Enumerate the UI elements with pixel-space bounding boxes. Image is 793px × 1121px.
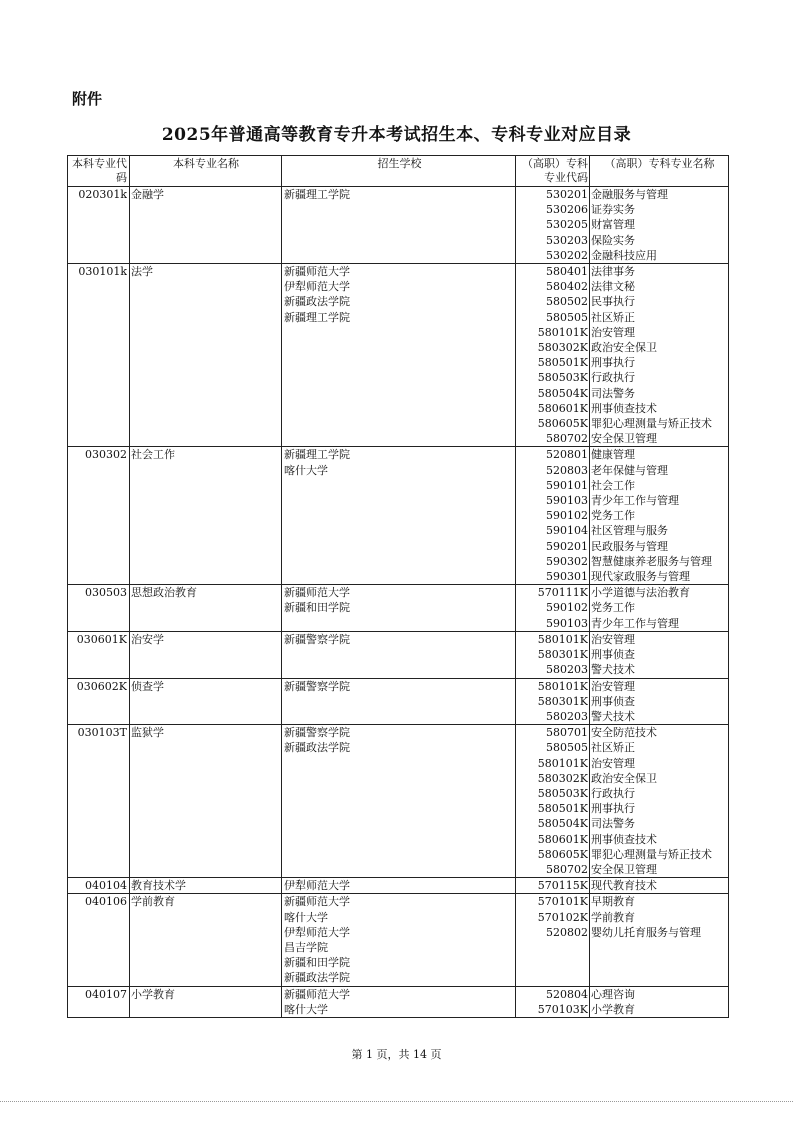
- school-cell: [282, 878, 516, 894]
- undergrad-code: 030503: [85, 586, 127, 600]
- vocational-name: 行政执行: [591, 371, 635, 385]
- vocational-name: 早期教育: [591, 895, 635, 909]
- undergrad-code-cell: [68, 894, 130, 986]
- page-title: 2025年普通高等教育专升本考试招生本、专科专业对应目录: [161, 125, 632, 145]
- undergrad-code-cell: [68, 678, 130, 725]
- vocational-code: 580401: [546, 265, 588, 279]
- vocational-code: 590201: [546, 539, 588, 553]
- vocational-name: 政治安全保卫: [591, 341, 657, 355]
- vocational-name: 刑事执行: [591, 802, 635, 816]
- undergrad-name: 社会工作: [131, 448, 175, 462]
- school-name: 新疆警察学院: [284, 726, 350, 740]
- vocational-code-cell: [516, 264, 590, 447]
- school-cell: [282, 447, 516, 585]
- school-name: 新疆警察学院: [284, 679, 350, 693]
- vocational-name-cell: [590, 264, 729, 447]
- undergrad-name-cell: [130, 447, 282, 585]
- vocational-code: 590104: [546, 524, 588, 538]
- vocational-code-cell: [516, 725, 590, 878]
- school-name: 伊犁师范大学: [284, 925, 350, 939]
- vocational-name: 治安管理: [591, 756, 635, 770]
- undergrad-name-cell: [130, 678, 282, 725]
- vocational-name: 现代教育技术: [591, 879, 657, 893]
- vocational-code: 570102K: [537, 910, 588, 924]
- school-name: 新疆理工学院: [284, 448, 350, 462]
- vocational-code-cell: [516, 585, 590, 632]
- vocational-code: 590103: [546, 616, 588, 630]
- vocational-code: 580402: [546, 280, 588, 294]
- school-name: 伊犁师范大学: [284, 280, 350, 294]
- school-cell: [282, 725, 516, 878]
- vocational-name: 金融服务与管理: [591, 188, 668, 201]
- vocational-code: 570101K: [537, 895, 588, 909]
- vocational-code: 580702: [546, 432, 588, 446]
- undergrad-code: 030103T: [77, 726, 127, 740]
- vocational-name-cell: [590, 585, 729, 632]
- school-name: 新疆师范大学: [284, 586, 350, 600]
- school-name: 新疆政法学院: [284, 295, 350, 309]
- vocational-name: 社区矫正: [591, 741, 635, 755]
- vocational-code: 580301K: [537, 694, 588, 708]
- undergrad-name: 教育技术学: [131, 879, 186, 893]
- school-name: 喀什大学: [284, 910, 328, 924]
- undergrad-code: 030602K: [76, 679, 127, 693]
- vocational-name: 治安管理: [591, 632, 635, 646]
- table-row: [68, 986, 729, 1017]
- vocational-name-cell: [590, 447, 729, 585]
- vocational-name: 智慧健康养老服务与管理: [591, 554, 712, 568]
- table-header-row: [68, 156, 729, 187]
- undergrad-name-cell: [130, 585, 282, 632]
- vocational-name: 警犬技术: [591, 663, 635, 677]
- vocational-name: 治安管理: [591, 325, 635, 339]
- school-cell: [282, 678, 516, 725]
- vocational-code: 580502: [546, 295, 588, 309]
- undergrad-name-cell: [130, 878, 282, 894]
- vocational-code: 580203: [546, 709, 588, 723]
- vocational-code: 580501K: [537, 356, 588, 370]
- table-row: [68, 725, 729, 878]
- vocational-name: 法律文秘: [591, 280, 635, 294]
- vocational-code: 580505: [546, 310, 588, 324]
- attachment-label: 附件: [72, 90, 103, 108]
- undergrad-name: 治安学: [131, 632, 164, 646]
- school-name: 新疆政法学院: [284, 971, 350, 985]
- vocational-code: 580301K: [537, 648, 588, 662]
- undergrad-name: 小学教育: [131, 987, 175, 1001]
- table-row: [68, 585, 729, 632]
- major-correspondence-table: [67, 155, 729, 1018]
- school-name: 新疆和田学院: [284, 956, 350, 970]
- vocational-code: 580101K: [537, 679, 588, 693]
- vocational-code: 580302K: [537, 771, 588, 785]
- vocational-name-cell: [590, 725, 729, 878]
- undergrad-name-cell: [130, 187, 282, 264]
- vocational-code: 580601K: [537, 401, 588, 415]
- school-cell: [282, 894, 516, 986]
- undergrad-name: 法学: [131, 265, 153, 279]
- vocational-name: 社区矫正: [591, 310, 635, 324]
- vocational-name: 老年保健与管理: [591, 463, 668, 477]
- table-row: [68, 678, 729, 725]
- page-footer: 第 1 页，共 14 页: [351, 1048, 442, 1061]
- vocational-code: 580701: [546, 726, 588, 740]
- undergrad-name: 金融学: [131, 188, 164, 201]
- vocational-code: 530201: [546, 188, 588, 201]
- vocational-name-cell: [590, 187, 729, 264]
- undergrad-code: 020301k: [78, 188, 127, 201]
- vocational-code: 590101: [546, 478, 588, 492]
- vocational-code: 530202: [546, 248, 588, 262]
- vocational-code: 580101K: [537, 632, 588, 646]
- vocational-code: 520803: [546, 463, 588, 477]
- school-name: 新疆警察学院: [284, 632, 350, 646]
- school-cell: [282, 585, 516, 632]
- vocational-code: 530205: [546, 218, 588, 232]
- vocational-name: 社区管理与服务: [591, 524, 668, 538]
- vocational-name: 学前教育: [591, 910, 635, 924]
- table-row: [68, 447, 729, 585]
- scan-edge-line: [0, 1101, 793, 1102]
- vocational-name: 安全保卫管理: [591, 432, 657, 446]
- school-name: 昌吉学院: [284, 940, 328, 954]
- table-row: [68, 894, 729, 986]
- vocational-name: 民政服务与管理: [591, 539, 668, 553]
- vocational-code: 530203: [546, 233, 588, 247]
- undergrad-code: 040107: [85, 987, 127, 1001]
- school-name: 喀什大学: [284, 463, 328, 477]
- header-vocational-code: （高职）专科专业代码: [516, 156, 590, 187]
- undergrad-name: 侦查学: [131, 679, 164, 693]
- vocational-code-cell: [516, 986, 590, 1017]
- vocational-name-cell: [590, 678, 729, 725]
- vocational-name: 罪犯心理测量与矫正技术: [591, 417, 712, 431]
- header-school: 招生学校: [282, 156, 516, 187]
- school-name: 新疆师范大学: [284, 895, 350, 909]
- vocational-name: 心理咨询: [591, 987, 635, 1001]
- vocational-name: 青少年工作与管理: [591, 616, 679, 630]
- undergrad-code-cell: [68, 264, 130, 447]
- vocational-name: 安全保卫管理: [591, 862, 657, 876]
- vocational-code: 570115K: [537, 879, 588, 893]
- school-name: 新疆和田学院: [284, 601, 350, 615]
- undergrad-name: 监狱学: [131, 726, 164, 740]
- table-row: [68, 187, 729, 264]
- vocational-name: 社会工作: [591, 478, 635, 492]
- vocational-name: 小学道德与法治教育: [591, 586, 690, 600]
- vocational-name: 政治安全保卫: [591, 771, 657, 785]
- vocational-code: 580605K: [537, 417, 588, 431]
- vocational-name: 安全防范技术: [591, 726, 657, 740]
- table-body: [68, 187, 729, 1018]
- vocational-code: 520802: [546, 925, 588, 939]
- school-cell: [282, 986, 516, 1017]
- school-cell: [282, 187, 516, 264]
- vocational-code: 580501K: [537, 802, 588, 816]
- header-vocational-name: （高职）专科专业名称: [590, 156, 729, 187]
- vocational-name: 保险实务: [591, 233, 635, 247]
- vocational-name: 行政执行: [591, 786, 635, 800]
- undergrad-code-cell: [68, 585, 130, 632]
- vocational-code: 580504K: [537, 817, 588, 831]
- undergrad-name-cell: [130, 725, 282, 878]
- vocational-name: 党务工作: [591, 509, 635, 523]
- undergrad-name: 思想政治教育: [131, 586, 197, 600]
- school-name: 新疆政法学院: [284, 741, 350, 755]
- vocational-code: 580601K: [537, 832, 588, 846]
- vocational-code-cell: [516, 678, 590, 725]
- school-cell: [282, 264, 516, 447]
- vocational-name: 刑事侦查: [591, 694, 635, 708]
- header-undergrad-code: 本科专业代码: [68, 156, 130, 187]
- header-undergrad-name: 本科专业名称: [130, 156, 282, 187]
- undergrad-code: 040104: [85, 879, 127, 893]
- table-row: [68, 631, 729, 678]
- vocational-code-cell: [516, 631, 590, 678]
- vocational-code: 520804: [546, 987, 588, 1001]
- vocational-name: 民事执行: [591, 295, 635, 309]
- vocational-name: 现代家政服务与管理: [591, 570, 690, 584]
- undergrad-code: 030601K: [76, 632, 127, 646]
- undergrad-name-cell: [130, 264, 282, 447]
- vocational-code: 520801: [546, 448, 588, 462]
- vocational-code: 570103K: [537, 1002, 588, 1016]
- vocational-code: 590102: [546, 509, 588, 523]
- vocational-code: 570111K: [537, 586, 588, 600]
- table-row: [68, 264, 729, 447]
- vocational-name: 健康管理: [591, 448, 635, 462]
- vocational-code: 580302K: [537, 341, 588, 355]
- vocational-name-cell: [590, 894, 729, 986]
- vocational-name: 司法警务: [591, 817, 635, 831]
- school-name: 伊犁师范大学: [284, 879, 350, 893]
- vocational-name: 罪犯心理测量与矫正技术: [591, 847, 712, 861]
- vocational-name: 警犬技术: [591, 709, 635, 723]
- vocational-code: 590103: [546, 494, 588, 508]
- vocational-name: 刑事执行: [591, 356, 635, 370]
- vocational-name: 刑事侦查: [591, 648, 635, 662]
- undergrad-name: 学前教育: [131, 895, 175, 909]
- vocational-code-cell: [516, 878, 590, 894]
- school-name: 喀什大学: [284, 1002, 328, 1016]
- undergrad-code: 030302: [85, 448, 127, 462]
- undergrad-code-cell: [68, 187, 130, 264]
- vocational-name: 证券实务: [591, 203, 635, 217]
- vocational-name: 刑事侦查技术: [591, 401, 657, 415]
- vocational-code: 580505: [546, 741, 588, 755]
- vocational-code-cell: [516, 447, 590, 585]
- vocational-code: 580101K: [537, 756, 588, 770]
- undergrad-code: 030101k: [78, 265, 127, 279]
- vocational-code-cell: [516, 187, 590, 264]
- vocational-name: 党务工作: [591, 601, 635, 615]
- undergrad-code-cell: [68, 878, 130, 894]
- vocational-name-cell: [590, 986, 729, 1017]
- vocational-name: 小学教育: [591, 1002, 635, 1016]
- vocational-name: 婴幼儿托育服务与管理: [591, 925, 701, 939]
- vocational-code: 590301: [546, 570, 588, 584]
- school-name: 新疆师范大学: [284, 987, 350, 1001]
- vocational-code: 580702: [546, 862, 588, 876]
- school-name: 新疆理工学院: [284, 310, 350, 324]
- vocational-name-cell: [590, 878, 729, 894]
- vocational-code: 580504K: [537, 386, 588, 400]
- undergrad-code: 040106: [85, 895, 127, 909]
- vocational-code: 580503K: [537, 371, 588, 385]
- undergrad-name-cell: [130, 986, 282, 1017]
- undergrad-name-cell: [130, 631, 282, 678]
- vocational-name: 刑事侦查技术: [591, 832, 657, 846]
- undergrad-code-cell: [68, 631, 130, 678]
- vocational-code: 580203: [546, 663, 588, 677]
- school-name: 新疆师范大学: [284, 265, 350, 279]
- school-cell: [282, 631, 516, 678]
- table-row: [68, 878, 729, 894]
- undergrad-name-cell: [130, 894, 282, 986]
- vocational-name: 治安管理: [591, 679, 635, 693]
- vocational-name: 法律事务: [591, 265, 635, 279]
- vocational-code: 530206: [546, 203, 588, 217]
- vocational-name: 司法警务: [591, 386, 635, 400]
- vocational-code: 580605K: [537, 847, 588, 861]
- vocational-name: 青少年工作与管理: [591, 494, 679, 508]
- vocational-code-cell: [516, 894, 590, 986]
- undergrad-code-cell: [68, 986, 130, 1017]
- vocational-code: 580503K: [537, 786, 588, 800]
- vocational-code: 580101K: [537, 325, 588, 339]
- vocational-name: 金融科技应用: [591, 248, 657, 262]
- vocational-code: 590102: [546, 601, 588, 615]
- undergrad-code-cell: [68, 725, 130, 878]
- undergrad-code-cell: [68, 447, 130, 585]
- vocational-code: 590302: [546, 554, 588, 568]
- vocational-name-cell: [590, 631, 729, 678]
- vocational-name: 财富管理: [591, 218, 635, 232]
- school-name: 新疆理工学院: [284, 188, 350, 201]
